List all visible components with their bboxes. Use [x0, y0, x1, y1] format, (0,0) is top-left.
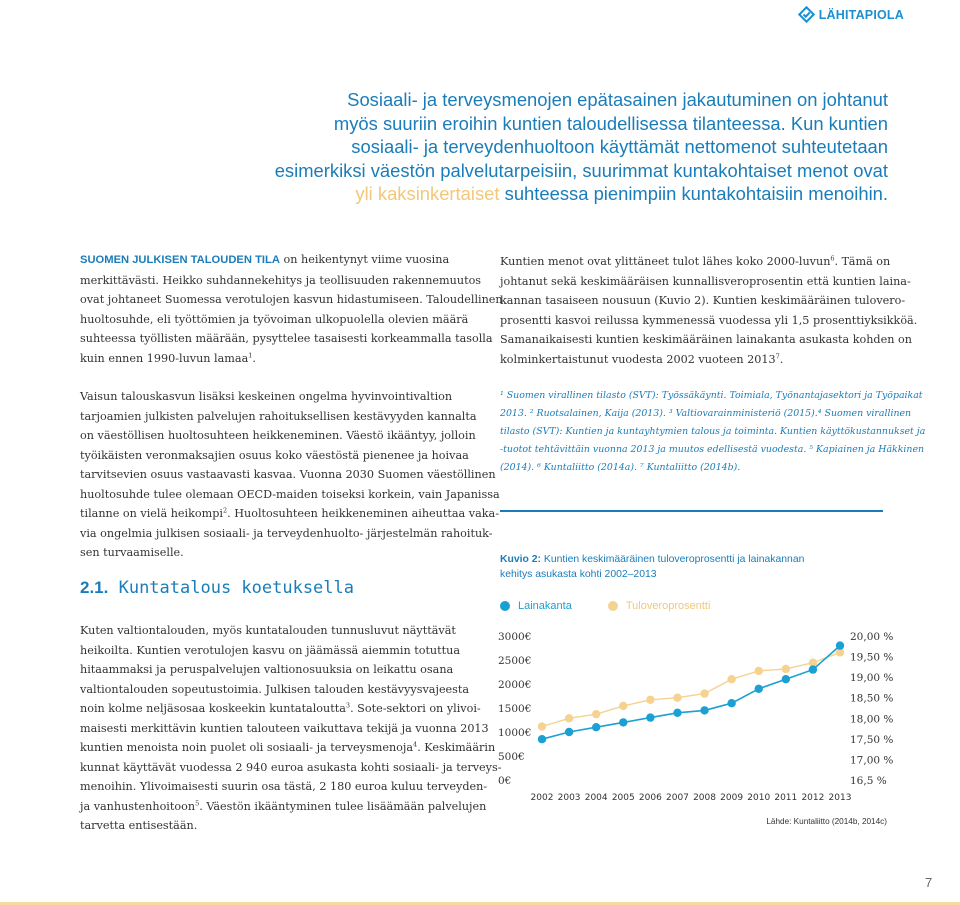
x-axis-tick-label: 2013	[828, 793, 852, 803]
legend-dot-icon	[500, 601, 510, 611]
text-line: heikoilta. Kuntien verotulojen kasvu on jäämässä aiemmin totuttua	[80, 643, 461, 657]
text-line: suhteessa työllisten määrään, pysyttelee tasaisesti korkeammalla tasolla	[80, 332, 493, 345]
footnote-line: tilasto (SVT): Kuntien ja kuntayhtymien talous ja toiminta. Kuntien käyttökustannukset ja	[500, 426, 926, 437]
text-line: Samanaikaisesti kuntien keskimääräinen lainakanta asukasta kohden on	[500, 333, 912, 346]
text-span: kolminkertaistunut vuodesta 2002 vuoteen 2013	[500, 352, 776, 366]
right-axis-tick-label: 18,00 %	[850, 713, 894, 726]
left-axis-tick-label: 500€	[498, 751, 525, 763]
data-point-lainakanta	[809, 665, 817, 673]
text-line: huoltosuhde, eli työttömien ja työvoiman ulkopuolella olevien määrä	[80, 312, 469, 326]
data-point-tuloveroprosentti	[646, 696, 654, 704]
lead-line: sosiaali- ja terveydenhuoltoon käyttämät nettomenot suhteutetaan	[351, 136, 888, 158]
data-point-tuloveroprosentti	[592, 710, 600, 718]
data-point-lainakanta	[592, 723, 600, 731]
figure-label: Kuvio 2:	[500, 554, 541, 565]
lead-text: suhteessa pienimpiin kuntakohtaisiin menoihin.	[499, 183, 888, 205]
footnote-ref[interactable]: 4	[413, 740, 418, 749]
lead-line: Sosiaali- ja terveysmenojen epätasainen jakautuminen on johtanut	[347, 89, 888, 110]
left-axis-tick-label: 3000€	[498, 631, 532, 643]
x-axis-tick-label: 2003	[557, 793, 581, 803]
text-line: sen turvaamiselle.	[80, 546, 184, 559]
left-axis-tick-label: 2000€	[498, 679, 532, 691]
x-axis-tick-label: 2010	[747, 793, 771, 803]
intro-text: on heikentynyt viime vuosina	[279, 253, 450, 266]
data-point-lainakanta	[646, 713, 654, 721]
intro-paragraph	[80, 250, 503, 368]
text-line: prosentti kasvoi reilussa kymmenessä vuodessa yli 1,5 prosenttiyksikköä.	[500, 313, 918, 327]
x-axis-tick-label: 2012	[801, 793, 825, 803]
section-number: 2.1.	[80, 578, 109, 597]
text-line: huoltosuhde tulee olemaan OECD-maiden toiseksi korkein, vain Japanissa	[80, 487, 500, 501]
brand-logo[interactable]	[798, 6, 904, 23]
footnote-ref[interactable]: 2	[223, 506, 228, 515]
chart-source: Lähde: Kuntaliitto (2014b, 2014c)	[766, 817, 887, 826]
text-span: ja vanhustenhoitoon	[80, 799, 196, 813]
text-line: Kuten valtiontalouden, myös kuntatalouden tunnusluvut näyttävät	[80, 624, 456, 637]
x-axis-tick-label: 2007	[666, 793, 689, 803]
right-axis-tick-label: 19,50 %	[850, 651, 894, 664]
right-axis-tick-label: 17,50 %	[850, 733, 894, 746]
text-line: työikäisten veronmaksajien osuus koko väestöstä pienenee ja hoivaa	[80, 448, 469, 462]
text-span: .	[779, 352, 784, 366]
body-paragraph	[80, 387, 500, 563]
section-title: Kuntatalous koetuksella	[108, 578, 354, 598]
text-span: Kuntien menot ovat ylittäneet tulot lähes koko 2000-luvun	[500, 255, 831, 268]
data-point-lainakanta	[565, 728, 573, 736]
text-span: . Sote-sektori on ylivoi-	[350, 702, 481, 715]
text-line: valtiontalouden sopeutustoimia. Julkisen talouden kestävyysvajeesta	[80, 682, 470, 696]
left-axis-tick-label: 2500€	[498, 655, 532, 667]
legend-item-tuloveroprosentti[interactable]	[608, 600, 711, 612]
footnote-ref[interactable]: 6	[830, 254, 835, 263]
footnote-ref[interactable]: 1	[248, 350, 253, 359]
text-line: kunnat käyttävät vuodessa 2 940 euroa asukasta kohti sosiaali- ja terveys-	[80, 760, 502, 774]
brand-name: LÄHITAPIOLA	[818, 7, 904, 22]
text-line: maisesti merkittävin kuntien talouteen vaikuttava tekijä ja vuonna 2013	[80, 721, 489, 735]
footnotes	[500, 387, 925, 477]
lead-highlight: yli kaksinkertaiset	[355, 183, 500, 205]
figure-title: Kuntien keskimääräinen tuloveroprosentti ja lainakannan	[541, 554, 805, 565]
x-axis-tick-label: 2008	[693, 793, 716, 803]
data-point-tuloveroprosentti	[755, 667, 763, 675]
line-chart	[490, 620, 910, 810]
lead-line: myös suuriin eroihin kuntien taloudellisessa tilanteessa. Kun kuntien	[333, 112, 888, 134]
text-span: . Väestön ikääntyminen tulee lisäämään palvelujen	[199, 799, 487, 813]
left-axis-tick-label: 0€	[498, 775, 512, 787]
section-heading	[80, 578, 354, 598]
figure-title: kehitys asukasta kohti 2002–2013	[500, 569, 657, 580]
section-paragraph	[80, 621, 502, 836]
text-span: tilanne on vielä heikompi	[80, 507, 223, 520]
data-point-tuloveroprosentti	[538, 722, 546, 730]
text-line: tarvetta entisestään.	[80, 819, 198, 832]
data-point-lainakanta	[538, 735, 546, 743]
data-point-tuloveroprosentti	[565, 714, 573, 722]
text-line: hitaammaksi ja peruspalvelujen valtionosuuksia on leikattu osana	[80, 663, 454, 676]
figure-caption	[500, 552, 804, 582]
x-axis-tick-label: 2009	[720, 793, 744, 803]
legend-label: Lainakanta	[518, 600, 572, 612]
footnote-ref[interactable]: 5	[195, 798, 200, 807]
text-span: kuin ennen 1990-luvun lamaa	[80, 351, 249, 365]
text-line: ovat johtaneet Suomessa verotulojen kasvun hidastumiseen. Taloudellinen	[80, 293, 503, 306]
footnote-line: -tuotot tehtävittäin vuonna 2013 ja muutos edellisestä vuodesta. ⁵ Kapiainen ja Häkkinen	[500, 444, 925, 455]
legend-item-lainakanta[interactable]	[500, 600, 572, 612]
x-axis-tick-label: 2011	[774, 793, 798, 803]
x-axis-tick-label: 2006	[638, 793, 662, 803]
footnote-line: 2013. ² Ruotsalainen, Kaija (2013). ³ Valtiovarainministeriö (2015).⁴ Suomen virallinen	[500, 408, 912, 419]
chart-legend	[500, 600, 746, 612]
page-number: 7	[925, 875, 933, 890]
footnote-ref[interactable]: 3	[345, 701, 351, 710]
text-line: johtanut sekä keskimääräisen kunnallisveroprosentin että kuntien laina-	[500, 274, 911, 288]
data-point-lainakanta	[673, 709, 681, 717]
data-point-tuloveroprosentti	[619, 702, 627, 710]
text-line: via ongelmia julkisen sosiaali- ja terveydenhuolto- järjestelmän rahoituk-	[80, 526, 493, 540]
series-line-lainakanta	[542, 646, 840, 740]
text-line: menoihin. Ylivoimaisesti suurin osa tästä, 2 180 euroa kuluu terveyden-	[80, 780, 488, 793]
footnote-line: ¹ Suomen virallinen tilasto (SVT): Työssäkäynti. Toimiala, Työnantajasektori ja Työpaikat	[500, 390, 923, 401]
legend-dot-icon	[608, 601, 618, 611]
data-point-lainakanta	[836, 641, 844, 649]
text-line: on väestöllisen huoltosuhteen heikkeneminen. Väestö ikääntyy, jolloin	[80, 429, 476, 442]
left-axis-tick-label: 1000€	[498, 727, 532, 739]
intro-caps: SUOMEN JULKISEN TALOUDEN TILA	[80, 254, 280, 266]
right-axis-tick-label: 20,00 %	[850, 631, 894, 643]
x-axis-tick-label: 2002	[530, 793, 554, 803]
text-span: . Huoltosuhteen heikkeneminen aiheuttaa vaka-	[227, 507, 499, 520]
text-span: . Tämä on	[834, 255, 891, 268]
data-point-tuloveroprosentti	[700, 689, 708, 697]
divider	[500, 510, 883, 512]
right-paragraph	[500, 252, 917, 369]
text-span: noin kolme neljäsosaa koskeekin kuntataloutta	[80, 702, 346, 715]
x-axis-tick-label: 2004	[584, 793, 608, 803]
data-point-lainakanta	[727, 699, 735, 707]
right-axis-tick-label: 16,5 %	[850, 775, 887, 787]
data-point-lainakanta	[782, 675, 790, 683]
text-line: kannan tasaiseen nousuun (Kuvio 2). Kuntien keskimääräinen tulovero-	[500, 294, 906, 307]
text-span: .	[252, 351, 256, 365]
footnote-ref[interactable]: 7	[775, 351, 780, 360]
lead-line	[190, 182, 888, 206]
right-axis-tick-label: 19,00 %	[850, 672, 894, 685]
text-line: tarvitsevien osuus vastaavasti kasvaa. Vuonna 2030 Suomen väestöllinen	[80, 468, 496, 481]
data-point-tuloveroprosentti	[727, 675, 735, 683]
text-line: merkittävästi. Heikko suhdannekehitys ja teollisuuden rakennemuutos	[80, 273, 482, 287]
x-axis-tick-label: 2005	[611, 793, 635, 803]
footnote-line: (2014). ⁶ Kuntaliitto (2014a). ⁷ Kuntaliitto (2014b).	[500, 462, 741, 473]
text-line: Vaisun talouskasvun lisäksi keskeinen ongelma hyvinvointivaltion	[80, 390, 453, 403]
lead-line: esimerkiksi väestön palvelutarpeisiin, suurimmat kuntakohtaiset menot ovat	[274, 159, 888, 181]
data-point-lainakanta	[619, 718, 627, 726]
right-axis-tick-label: 17,00 %	[850, 754, 894, 767]
right-axis-tick-label: 18,50 %	[850, 692, 894, 705]
text-span: kuntien menoista noin puolet oli sosiaali- ja terveysmenoja	[80, 741, 414, 754]
data-point-lainakanta	[700, 706, 708, 714]
text-line: tarjoamien julkisten palvelujen rahoituksellisen kestävyyden kannalta	[80, 409, 477, 423]
lead-quote	[190, 88, 888, 206]
left-axis-tick-label: 1500€	[498, 703, 532, 715]
brand-diamond-icon	[798, 6, 815, 23]
legend-label: Tuloveroprosentti	[625, 600, 711, 612]
data-point-tuloveroprosentti	[782, 665, 790, 673]
data-point-tuloveroprosentti	[673, 694, 681, 702]
text-span: . Keskimäärin	[417, 741, 496, 754]
data-point-lainakanta	[755, 685, 763, 693]
series-line-tuloveroprosentti	[542, 652, 840, 726]
